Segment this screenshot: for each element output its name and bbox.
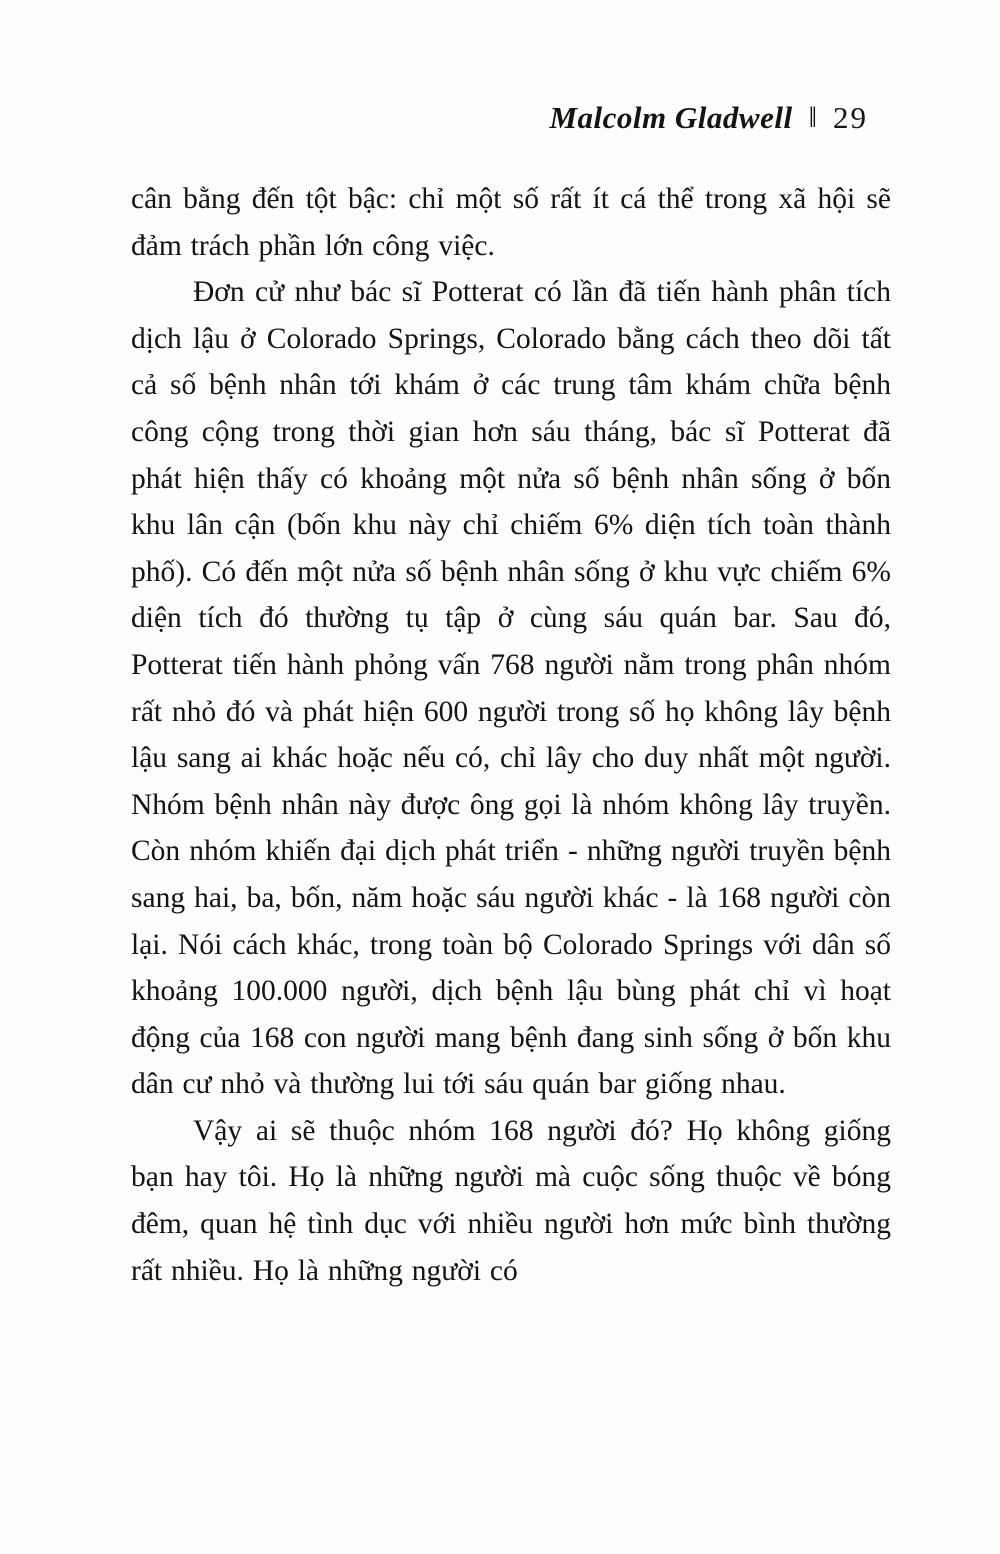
paragraph: Đơn cử như bác sĩ Potterat có lần đã tiến hành phân tích dịch lậu ở Colorado Springs, Colorado bằng cách theo dõi tất cả số bệnh nhân tới khám ở các trung tâm khám chữa bệnh công cộng trong thời gian hơn sáu tháng, bác sĩ Potterat đã phát hiện thấy có khoảng một nửa số bệnh nhân sống ở bốn khu lân cận (bốn khu này chỉ chiếm 6% diện tích toàn thành phố). Có đến một nửa số bệnh nhân sống ở khu vực chiếm 6% diện tích đó thường tụ tập ở cùng sáu quán bar. Sau đó, Potterat tiến hành phỏng vấn 768 người nằm trong phân nhóm rất nhỏ đó và phát hiện 600 người trong số họ không lây bệnh lậu sang ai khác hoặc nếu có, chỉ lây cho duy nhất một người. Nhóm bệnh nhân này được ông gọi là nhóm không lây truyền. Còn nhóm khiến đại dịch phát triển - những người truyền bệnh sang hai, ba, bốn, năm hoặc sáu người khác - là 168 người còn lại. Nói cách khác, trong toàn bộ Colorado Springs với dân số khoảng 100.000 người, dịch bệnh lậu bùng phát chỉ vì hoạt động của 168 con người mang bệnh đang sinh sống ở bốn khu dân cư nhỏ và thường lui tới sáu quán bar giống nhau. <box>131 276 891 1101</box>
header-separator: ‖ <box>808 101 817 134</box>
paragraph: Vậy ai sẽ thuộc nhóm 168 người đó? Họ không giống bạn hay tôi. Họ là những người mà cuộc sống thuộc về bóng đêm, quan hệ tình dục với nhiều người hơn mức bình thường rất nhiều. Họ là những người có <box>131 1114 891 1287</box>
page-number: 29 <box>833 100 868 135</box>
running-header <box>549 100 868 136</box>
page-body <box>131 176 891 1294</box>
paragraph: cân bằng đến tột bậc: chỉ một số rất ít cá thể trong xã hội sẽ đảm trách phần lớn công việc. <box>131 183 891 262</box>
author-name: Malcolm Gladwell <box>549 100 793 135</box>
